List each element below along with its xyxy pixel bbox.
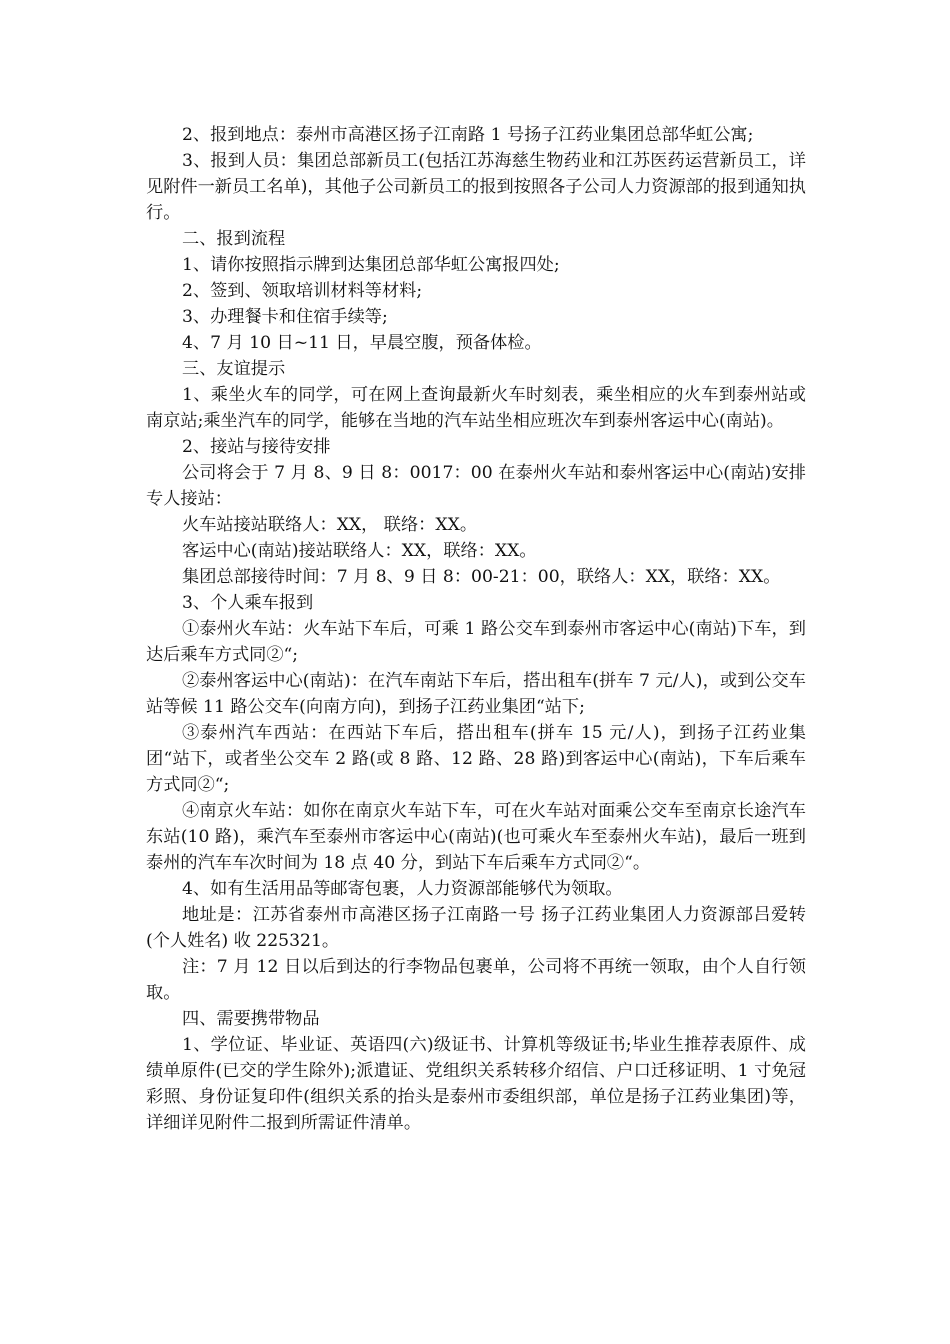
paragraph-route-taizhou-train: ①泰州火车站：火车站下车后，可乘 1 路公交车到泰州市客运中心(南站)下车，到达后乘车方式同②“; — [146, 619, 806, 665]
paragraph-route-taizhou-bus-south: ②泰州客运中心(南站)：在汽车南站下车后，搭出租车(拼车 7 元/人)，或到公交车站等候 11 路公交车(向南方向)，到扬子江药业集团“站下; — [146, 671, 806, 717]
paragraph-process-step-3: 3、办理餐卡和住宿手续等; — [182, 307, 388, 327]
paragraph-train-contact: 火车站接站联络人：XX， 联络：XX。 — [182, 515, 478, 535]
paragraph-process-step-2: 2、签到、领取培训材料等材料; — [182, 281, 423, 301]
paragraph-process-step-1: 1、请你按照指示牌到达集团总部华虹公寓报四处; — [182, 255, 560, 275]
paragraph-report-staff: 3、报到人员：集团总部新员工(包括江苏海慈生物药业和江苏医药运营新员工，详见附件一新员工名单)，其他子公司新员工的报到按照各子公司人力资源部的报到通知执行。 — [146, 151, 806, 223]
section-heading-process: 二、报到流程 — [182, 229, 286, 249]
document-body — [146, 122, 806, 1136]
paragraph-self-travel-heading: 3、个人乘车报到 — [182, 593, 314, 613]
paragraph-parcel-notice: 4、如有生活用品等邮寄包裹，人力资源部能够代为领取。 — [182, 879, 623, 899]
paragraph-report-location: 2、报到地点：泰州市高港区扬子江南路 1 号扬子江药业集团总部华虹公寓; — [182, 125, 754, 145]
paragraph-parcel-note: 注：7 月 12 日以后到达的行李物品包裹单，公司将不再统一领取，由个人自行领取。 — [146, 957, 806, 1003]
paragraph-tips-transport: 1、乘坐火车的同学，可在网上查询最新火车时刻表，乘坐相应的火车到泰州站或南京站;乘坐汽车的同学，能够在当地的汽车站坐相应班次车到泰州客运中心(南站)。 — [146, 385, 806, 431]
paragraph-pickup-schedule: 公司将会于 7 月 8、9 日 8：0017：00 在泰州火车站和泰州客运中心(南站)安排专人接站： — [146, 463, 806, 509]
paragraph-pickup-heading: 2、接站与接待安排 — [182, 437, 331, 457]
paragraph-process-step-4: 4、7 月 10 日~11 日，早晨空腹，预备体检。 — [182, 333, 542, 353]
paragraph-route-taizhou-bus-west: ③泰州汽车西站：在西站下车后，搭出租车(拼车 15 元/人)，到扬子江药业集团“站下，或者坐公交车 2 路(或 8 路、12 路、28 路)到客运中心(南站)，下车后乘车方式同②“; — [146, 723, 806, 795]
section-heading-tips: 三、友谊提示 — [182, 359, 286, 379]
paragraph-bus-contact: 客运中心(南站)接站联络人：XX，联络：XX。 — [182, 541, 537, 561]
paragraph-parcel-address: 地址是：江苏省泰州市高港区扬子江南路一号 扬子江药业集团人力资源部吕爱转(个人姓名) 收 225321。 — [146, 905, 806, 951]
paragraph-items-list: 1、学位证、毕业证、英语四(六)级证书、计算机等级证书;毕业生推荐表原件、成绩单原件(已交的学生除外);派遣证、党组织关系转移介绍信、户口迁移证明、1 寸免冠彩照、身份证复印件(组织关系的抬头是泰州市委组织部，单位是扬子江药业集团)等，详细详见附件二报到所需证件清单。 — [146, 1035, 806, 1133]
section-heading-items: 四、需要携带物品 — [182, 1009, 320, 1029]
paragraph-route-nanjing-train: ④南京火车站：如你在南京火车站下车，可在火车站对面乘公交车至南京长途汽车东站(10 路)，乘汽车至泰州市客运中心(南站)(也可乘火车至泰州火车站)，最后一班到泰州的汽车车次时间为 18 点 40 分，到站下车后乘车方式同②“。 — [146, 801, 806, 873]
paragraph-hq-reception: 集团总部接待时间：7 月 8、9 日 8：00-21：00，联络人：XX，联络：XX。 — [182, 567, 781, 587]
